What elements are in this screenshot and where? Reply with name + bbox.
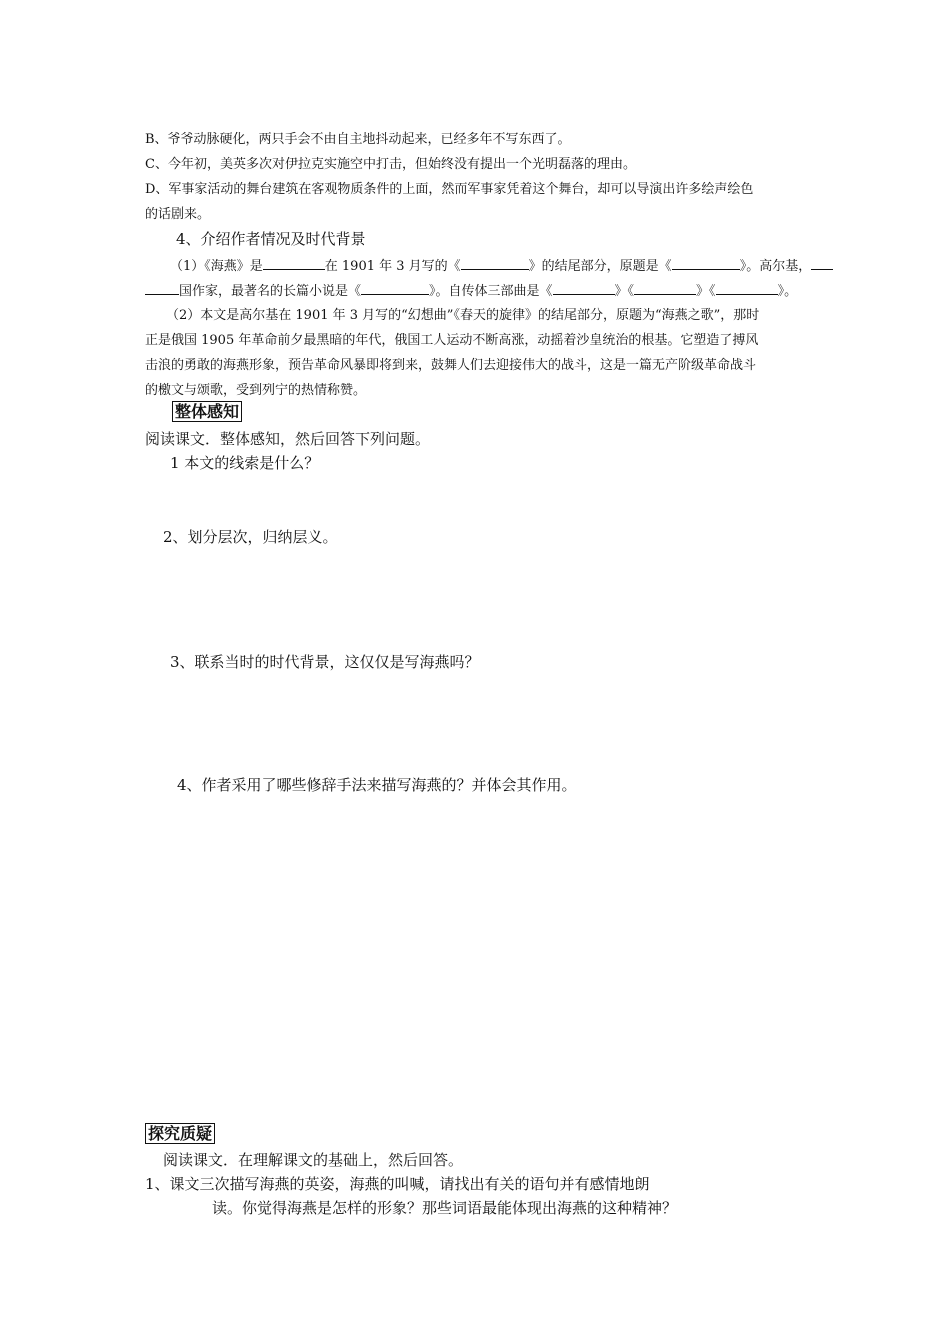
option-b: B、爷爷动脉硬化，两只手会不由自主地抖动起来，已经多年不写东西了。: [145, 132, 571, 147]
overall-question-4: 4、作者采用了哪些修辞手法来描写海燕的？并体会其作用。: [177, 776, 577, 794]
overall-question-1: 1 本文的线索是什么？: [170, 454, 320, 472]
blank-original-title: [672, 257, 740, 270]
option-d-line1: D、军事家活动的舞台建筑在客观物质条件的上面，然而军事家凭着这个舞台，却可以导演出许多绘声绘色: [145, 182, 754, 197]
overall-question-3: 3、联系当时的时代背景，这仅仅是写海燕吗？: [170, 653, 480, 671]
option-c: C、今年初，美英多次对伊拉克实施空中打击，但始终没有提出一个光明磊落的理由。: [145, 157, 636, 172]
explore-question-1-line1: 1、课文三次描写海燕的英姿，海燕的叫喊，请找出有关的语句并有感情地朗: [145, 1175, 650, 1193]
blank-trilogy-2: [634, 282, 696, 295]
blank-author: [263, 257, 325, 270]
overall-section-title: 整体感知: [172, 402, 242, 422]
intro-p2-line4: 的檄文与颂歌，受到列宁的热情称赞。: [145, 383, 367, 398]
explore-question-1-line2: 读。你觉得海燕是怎样的形象？那些词语最能体现出海燕的这种精神？: [212, 1199, 678, 1217]
blank-novel: [361, 282, 429, 295]
intro-p2-line2: 正是俄国 1905 年革命前夕最黑暗的年代，俄国工人运动不断高涨，动摇着沙皇统治的根基。它塑造了搏风: [145, 333, 759, 348]
blank-trilogy-1: [553, 282, 615, 295]
intro-p1-line2: 国作家，最著名的长篇小说是《 》。自传体三部曲是《 》《 》《 》。: [145, 280, 797, 299]
option-d-line2: 的话剧来。: [145, 207, 211, 222]
blank-work: [461, 257, 529, 270]
blank-nationality-b: [145, 282, 179, 295]
blank-trilogy-3: [716, 282, 778, 295]
intro-p2-line1: （2）本文是高尔基在 1901 年 3 月写的“幻想曲”《春天的旋律》的结尾部分，原题为“海燕之歌”，那时: [166, 308, 760, 323]
blank-nationality-a: [811, 257, 833, 270]
overall-instruction: 阅读课文．整体感知，然后回答下列问题。: [145, 430, 431, 448]
intro-heading: 4、介绍作者情况及时代背景: [176, 230, 366, 248]
intro-p2-line3: 击浪的勇敢的海燕形象，预告革命风暴即将到来，鼓舞人们去迎接伟大的战斗，这是一篇无产阶级革命战斗: [145, 358, 757, 373]
overall-question-2: 2、划分层次，归纳层义。: [163, 528, 338, 546]
explore-section-title: 探究质疑: [145, 1124, 215, 1144]
explore-instruction: 阅读课文．在理解课文的基础上，然后回答。: [163, 1151, 464, 1169]
intro-p1-line1: （1）《海燕》是 在 1901 年 3 月写的《 》的结尾部分，原题是《 》。高尔基，: [170, 255, 833, 274]
